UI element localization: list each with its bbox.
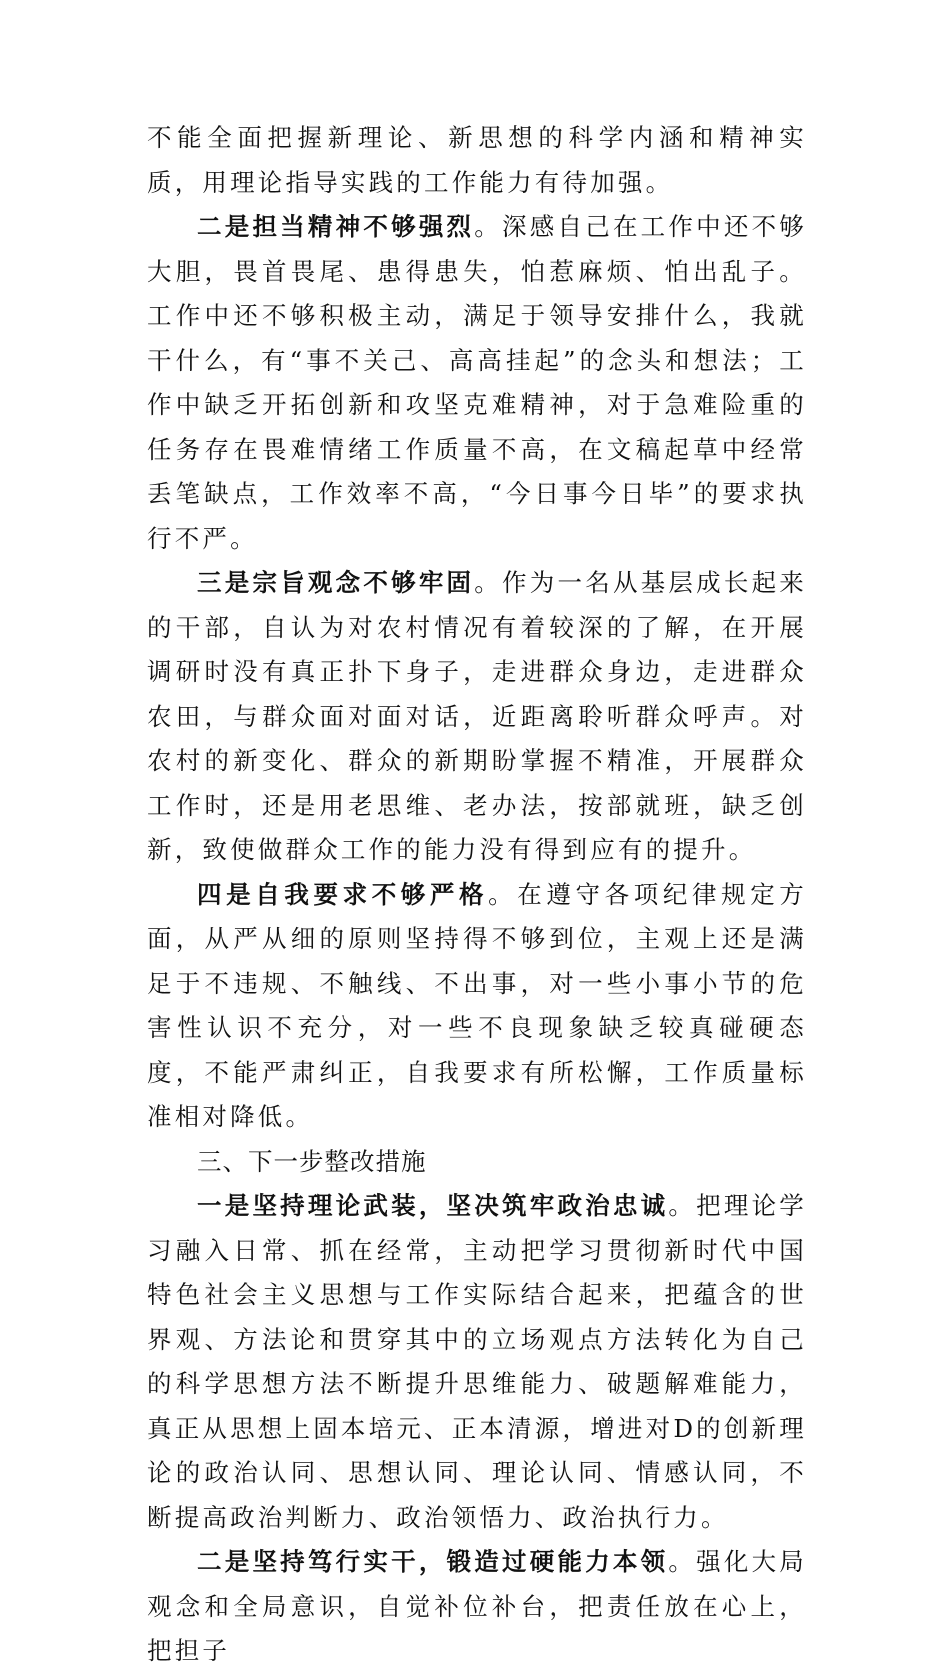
paragraph-text: 。深感自己在工作中还不够大胆，畏首畏尾、患得患失，怕惹麻烦、怕出乱子。工作中还不够积极主动，满足于领导安排什么，我就干什么，有“事不关己、高高挂起”的念头和想法；工作中缺乏开拓创新和攻坚克难精神，对于急难险重的任务存在畏难情绪工作质量不高，在文稿起草中经常丢笔缺点，工作效率不高，“今日事今日毕”的要求执行不严。	[147, 212, 808, 553]
paragraph-text: 。把理论学习融入日常、抓在经常，主动把学习贯彻新时代中国特色社会主义思想与工作实际结合起来，把蕴含的世界观、方法论和贯穿其中的立场观点方法转化为自己的科学思想方法不断提升思维能力、破题解难能力，真正从思想上固本培元、正本清源，增进对D的创新理论的政治认同、思想认同、理论认同、情感认同，不断提高政治判断力、政治领悟力、政治执行力。	[147, 1191, 808, 1532]
document-body	[147, 116, 807, 1674]
paragraph-text: 。在遵守各项纪律规定方面，从严从细的原则坚持得不够到位，主观上还是满足于不违规、不触线、不出事，对一些小事小节的危害性认识不充分，对一些不良现象缺乏较真碰硬态度，不能严肃纠正，自我要求有所松懈，工作质量标准相对降低。	[147, 879, 808, 1131]
paragraph-responsibility	[147, 205, 807, 561]
paragraph-lead: 四是自我要求不够严格	[197, 879, 489, 909]
paragraph-practice	[147, 1540, 807, 1674]
paragraph-lead: 二是坚持笃行实干，锻造过硬能力本领	[197, 1547, 669, 1576]
paragraph-self-discipline	[147, 873, 807, 1140]
paragraph-theory	[147, 1184, 807, 1540]
section-heading: 三、下一步整改措施	[197, 1146, 427, 1176]
paragraph-lead: 三是宗旨观念不够牢固	[197, 568, 475, 597]
paragraph-text: 。强化大局观念和全局意识，自觉补位补台，把责任放在心上，把担子	[147, 1547, 808, 1665]
paragraph-purpose	[147, 561, 807, 873]
paragraph-lead: 二是担当精神不够强烈	[197, 212, 475, 241]
paragraph-text: 。作为一名从基层成长起来的干部，自认为对农村情况有着较深的了解，在开展调研时没有真正扑下身子，走进群众身边，走进群众农田，与群众面对面对话，近距离聆听群众呼声。对农村的新变化、群众的新期盼掌握不精准，开展群众工作时，还是用老思维、老办法，按部就班，缺乏创新，致使做群众工作的能力没有得到应有的提升。	[147, 568, 808, 864]
paragraph-lead: 一是坚持理论武装，坚决筑牢政治忠诚	[197, 1191, 669, 1220]
paragraph-text: 不能全面把握新理论、新思想的科学内涵和精神实质，用理论指导实践的工作能力有待加强。	[147, 123, 807, 197]
paragraph-continuation	[147, 116, 807, 205]
